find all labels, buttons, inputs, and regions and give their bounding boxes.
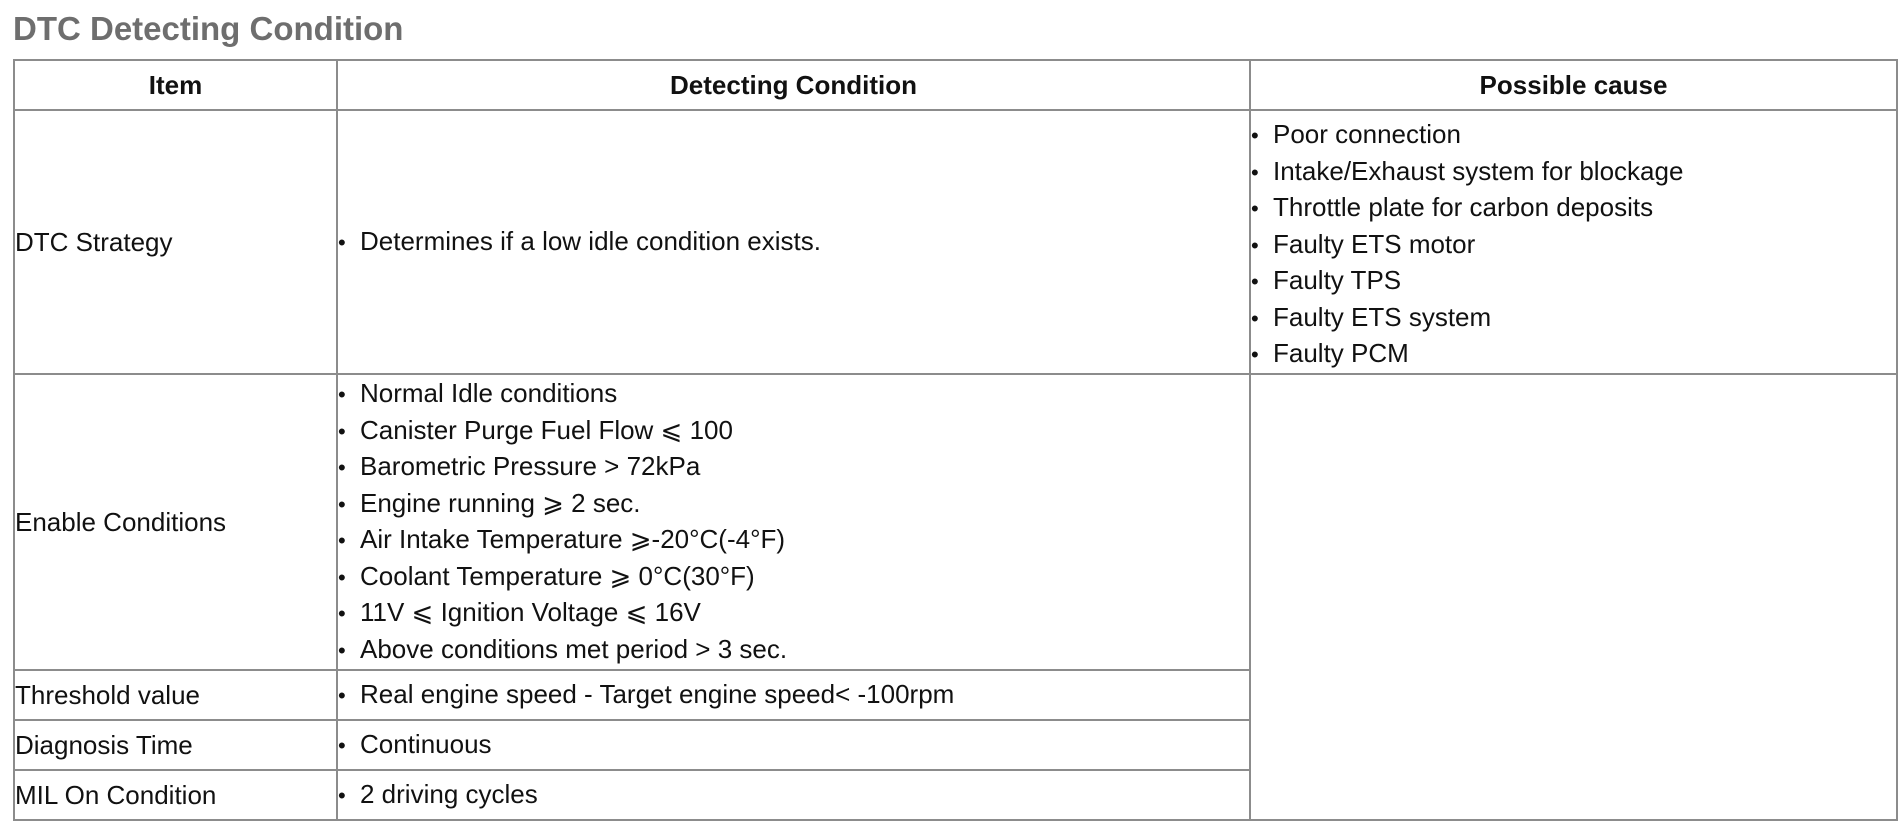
dtc-table xyxy=(13,59,1898,821)
conditions-mil-on-condition xyxy=(337,770,1250,820)
header-possible-cause: Possible cause xyxy=(1250,60,1897,110)
bullet-icon: • xyxy=(338,229,346,255)
bullet-icon: • xyxy=(1251,269,1259,295)
cause-item: • Faulty ETS motor xyxy=(1251,227,1896,264)
condition-item: • 2 driving cycles xyxy=(338,777,1249,814)
item-threshold-value: Threshold value xyxy=(14,670,337,720)
condition-item: • Air Intake Temperature ⩾-20°C(-4°F) xyxy=(338,522,1249,559)
bullet-icon: • xyxy=(338,601,346,626)
cause-item: • Faulty TPS xyxy=(1251,263,1896,300)
bullet-icon: • xyxy=(338,637,346,663)
item-mil-on-condition: MIL On Condition xyxy=(14,770,337,820)
bullet-icon: • xyxy=(338,564,346,590)
condition-item: • Canister Purge Fuel Flow ⩽ 100 xyxy=(338,413,1249,450)
table-header-row xyxy=(14,60,1897,110)
condition-item: • Barometric Pressure > 72kPa xyxy=(338,449,1249,486)
cause-item: • Intake/Exhaust system for blockage xyxy=(1251,154,1896,191)
bullet-icon: • xyxy=(1251,123,1259,149)
condition-item: • Above conditions met period > 3 sec. xyxy=(338,632,1249,669)
possible-causes xyxy=(1250,110,1897,374)
conditions-enable-conditions xyxy=(337,374,1250,670)
possible-causes-empty xyxy=(1250,374,1897,820)
conditions-threshold-value xyxy=(337,670,1250,720)
bullet-icon: • xyxy=(338,491,346,517)
bullet-icon: • xyxy=(338,418,346,444)
item-enable-conditions: Enable Conditions xyxy=(14,374,337,670)
condition-item: • 11V ⩽ Ignition Voltage ⩽ 16V xyxy=(338,595,1249,632)
bullet-icon: • xyxy=(1251,159,1259,185)
condition-item: • Continuous xyxy=(338,727,1249,764)
condition-item: • Determines if a low idle condition exists. xyxy=(338,224,1249,261)
cause-item: • Faulty PCM xyxy=(1251,336,1896,373)
bullet-icon: • xyxy=(338,455,346,480)
cause-item: • Faulty ETS system xyxy=(1251,300,1896,337)
condition-item: • Coolant Temperature ⩾ 0°C(30°F) xyxy=(338,559,1249,596)
condition-item: • Engine running ⩾ 2 sec. xyxy=(338,486,1249,523)
header-item: Item xyxy=(14,60,337,110)
cause-item: • Throttle plate for carbon deposits xyxy=(1251,190,1896,227)
conditions-dtc-strategy xyxy=(337,110,1250,374)
bullet-icon: • xyxy=(1251,232,1259,258)
table-row-enable-conditions xyxy=(14,374,1897,670)
item-diagnosis-time: Diagnosis Time xyxy=(14,720,337,770)
header-detecting-condition: Detecting Condition xyxy=(337,60,1250,110)
table-row-dtc-strategy xyxy=(14,110,1897,374)
bullet-icon: • xyxy=(1251,196,1259,222)
bullet-icon: • xyxy=(1251,342,1259,368)
condition-item: • Real engine speed - Target engine speed< -100rpm xyxy=(338,677,1249,714)
cause-item: • Poor connection xyxy=(1251,117,1896,154)
conditions-diagnosis-time xyxy=(337,720,1250,770)
item-dtc-strategy: DTC Strategy xyxy=(14,110,337,374)
bullet-icon: • xyxy=(338,528,346,553)
page-title: DTC Detecting Condition xyxy=(13,10,404,47)
condition-item: • Normal Idle conditions xyxy=(338,376,1249,413)
bullet-icon: • xyxy=(1251,305,1259,331)
bullet-icon: • xyxy=(338,782,346,808)
bullet-icon: • xyxy=(338,382,346,407)
bullet-icon: • xyxy=(338,682,346,708)
bullet-icon: • xyxy=(338,732,346,758)
